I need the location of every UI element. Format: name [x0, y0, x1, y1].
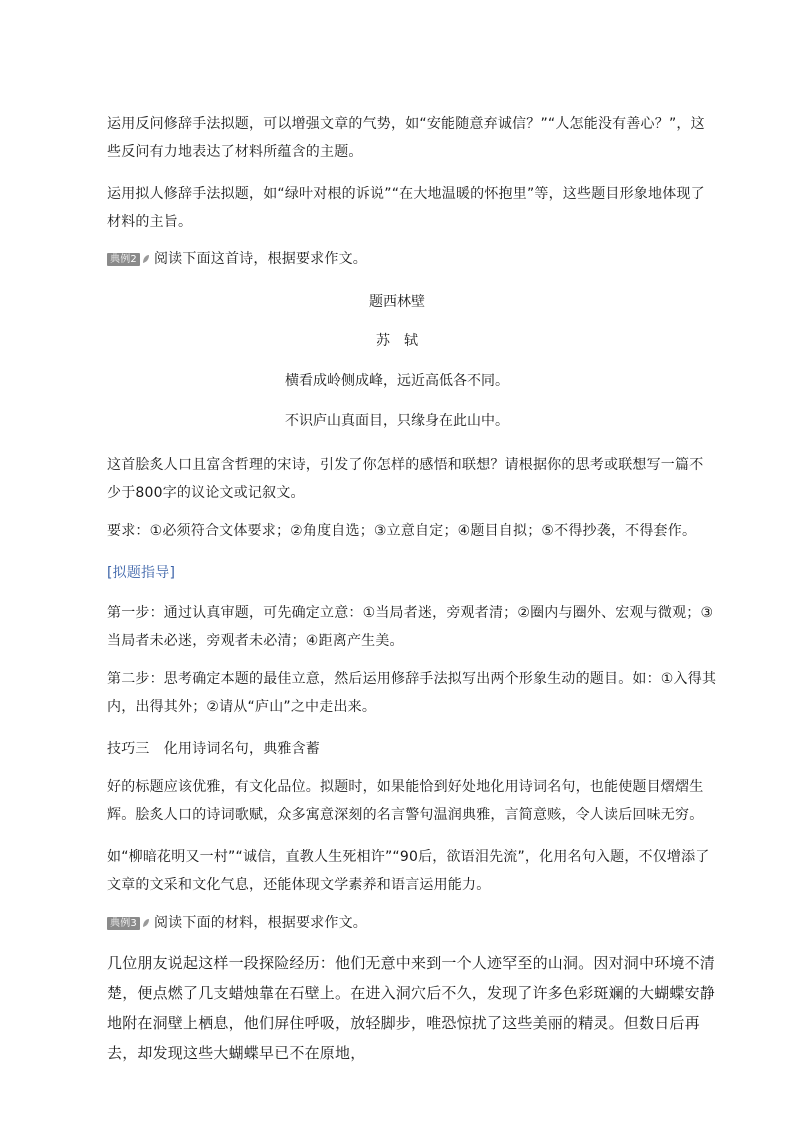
- poem-title: 题西林壁: [369, 294, 425, 310]
- paragraph-rhetorical-question: 运用反问修辞手法拟题，可以增强文章的气势，如“安能随意弃诚信？”“人怎能没有善心？”，这些反问有力地表达了材料所蕴含的主题。: [107, 116, 705, 160]
- example-3-tag: 典例3: [107, 917, 140, 930]
- example-2-tag: 典例2: [107, 253, 140, 266]
- poem-line-1: 横看成岭侧成峰，远近高低各不同。: [285, 373, 509, 389]
- guide-heading: [拟题指导]: [107, 565, 176, 581]
- poem-line-2: 不识庐山真面目，只缘身在此山中。: [285, 413, 509, 429]
- leaf-icon: [142, 918, 150, 928]
- leaf-icon: [142, 254, 150, 264]
- technique-3-heading: 技巧三 化用诗词名句，典雅含蓄: [107, 741, 320, 757]
- paragraph-step-two: 第二步：思考确定本题的最佳立意，然后运用修辞手法拟写出两个形象生动的题目。如：①入得其内，出得其外；②请从“庐山”之中走出来。: [107, 671, 717, 715]
- paragraph-personification: 运用拟人修辞手法拟题，如“绿叶对根的诉说”“在大地温暖的怀抱里”等，这些题目形象地体现了材料的主旨。: [107, 186, 705, 230]
- paragraph-cave-story: 几位朋友说起这样一段探险经历：他们无意中来到一个人迹罕至的山洞。因对洞中环境不清楚，便点燃了几支蜡烛靠在石壁上。在进入洞穴后不久，发现了许多色彩斑斓的大蝴蝶安静地附在洞壁上栖息，他们屏住呼吸，放轻脚步，唯恐惊扰了这些美丽的精灵。但数日后再去，却发现这些大蝴蝶早已不在原地，: [107, 954, 716, 1062]
- example-2-prompt: [107, 245, 717, 273]
- paragraph-elegant-titles: 好的标题应该优雅，有文化品位。拟题时，如果能恰到好处地化用诗词名句，也能使题目熠熠生辉。脍炙人口的诗词歌赋，众多寓意深刻的名言警句温润典雅，言简意赅，令人读后回味无穷。: [107, 779, 704, 823]
- example-3-text: 阅读下面的材料，根据要求作文。: [153, 915, 367, 931]
- paragraph-essay-prompt: 这首脍炙人口且富含哲理的宋诗，引发了你怎样的感悟和联想？请根据你的思考或联想写一篇不少于800字的议论文或记叙文。: [107, 457, 704, 501]
- paragraph-step-one: 第一步：通过认真审题，可先确定立意：①当局者迷，旁观者清；②圈内与圈外、宏观与微观；③当局者未必迷，旁观者未必清；④距离产生美。: [107, 605, 714, 649]
- example-3-prompt: [107, 909, 717, 937]
- example-2-text: 阅读下面这首诗，根据要求作文。: [153, 251, 367, 267]
- poem-author: 苏 轼: [376, 333, 418, 349]
- paragraph-famous-lines: 如“柳暗花明又一村”“诚信，直教人生死相许”“90后，欲语泪先流”，化用名句入题，不仅增添了文章的文采和文化气息，还能体现文学素养和语言运用能力。: [107, 849, 710, 893]
- paragraph-requirements: 要求：①必须符合文体要求；②角度自选；③立意自定；④题目自拟；⑤不得抄袭，不得套作。: [107, 523, 697, 539]
